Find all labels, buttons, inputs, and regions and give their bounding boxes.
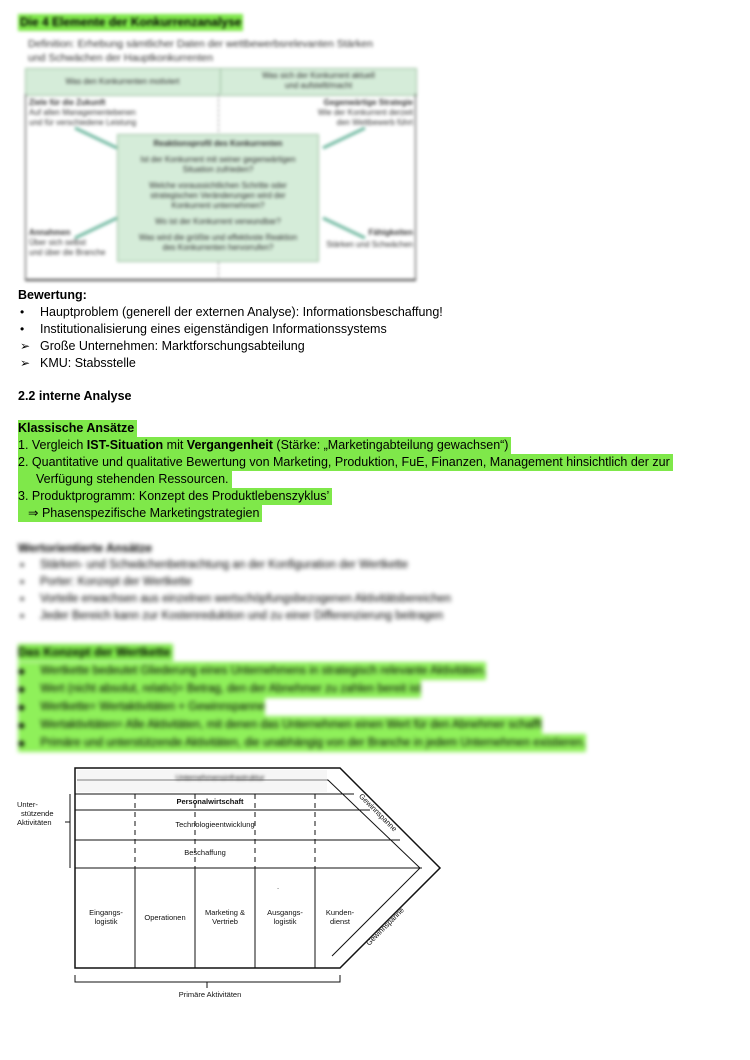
klassisch-line-1 [18, 437, 511, 454]
right-top-1: Wie der Konkurrent derzeit [317, 108, 413, 117]
konzept-text: Wertaktivitäten= Alle Aktivitäten, mit denen das Unternehmen einen Wert für den Abnehmer schafft [40, 719, 542, 731]
konzept-text: Wert (nicht absolut, relativ)= Betrag, den der Abnehmer zu zahlen bereit ist [40, 683, 421, 695]
intro-line-1: Definition: Erhebung sämtlicher Daten der wettbewerbsrelevanten Stärken [28, 38, 373, 50]
beschaffung-label: Beschaffung [184, 848, 226, 857]
klassisch-l1-mid: mit [163, 438, 187, 452]
center-q2b: strategischen Veränderungen wird der [150, 191, 286, 200]
value-chain-diagram [15, 760, 455, 1010]
primary-activities-label: Primäre Aktivitäten [178, 990, 242, 999]
support-label-1: Unter- [17, 800, 38, 809]
right-bottom-1: Stärken und Schwächen [326, 240, 413, 249]
bullet-dot-icon: • [20, 558, 25, 572]
header-right-text-1: Was sich der Konkurrent aktuell [262, 71, 375, 80]
primary-marketing: Marketing & Vertrieb [204, 908, 246, 926]
arrow-bullet-icon: ➢ [20, 356, 31, 370]
personalwirtschaft-label: Personalwirtschaft [176, 797, 244, 806]
bewertung-text: Institutionalisierung eines eigenständigen Informationssystems [40, 322, 387, 336]
infrastructure-label: Unternehmensinfrastruktur [175, 773, 265, 782]
wert-text: Stärken- und Schwächenbetrachtung an der Konfiguration der Wertkette [40, 559, 409, 571]
left-bottom-title: Annahmen [29, 228, 71, 237]
bullet-dot-icon: • [20, 322, 25, 336]
wert-text: Porter: Konzept der Wertkette [40, 576, 192, 588]
konzept-section [0, 640, 750, 750]
wert-text: Vorteile erwachsen aus einzelnen wertschöpfungsbezogenen Aktivitätsbereichen [40, 593, 452, 605]
left-bottom-2: und über die Branche [29, 248, 106, 257]
klassisch-l1-ist: IST-Situation [86, 438, 164, 452]
klassisch-line-3: 3. Produktprogramm: Konzept des Produktlebenszyklus’ [18, 488, 332, 505]
bewertung-title: Bewertung: [18, 288, 87, 302]
center-q3: Wo ist der Konkurrent verwundbar? [155, 217, 281, 226]
wert-section [0, 535, 750, 630]
primary-eingangslogistik: Eingangs- logistik [89, 908, 123, 926]
left-top-1: Auf allen Managementebenen [29, 108, 136, 117]
bullet-dot-icon: • [20, 609, 25, 623]
right-top-title: Gegenwärtige Strategie [323, 98, 413, 107]
center-q1a: Ist der Konkurrent mit seiner gegenwärtigen [140, 155, 296, 164]
konzept-text: Primäre und unterstützende Aktivitäten, die unabhängig von der Branche in jedem Unternehmen existieren. [40, 737, 586, 749]
bullet-dot-icon: • [20, 305, 25, 319]
center-title: Reaktionsprofil des Konkurrenten [153, 139, 283, 148]
margin-label-top: Gewinnspanne [357, 791, 399, 834]
klassisch-line-4: ⇒ Phasenspezifische Marketingstrategien [18, 505, 262, 522]
header-right-text-2: und aufstellt/macht [284, 81, 353, 90]
diamond-bullet-icon: ◆ [18, 738, 25, 748]
diamond-bullet-icon: ◆ [18, 720, 25, 730]
technologie-label: Technologieentwicklung [175, 820, 255, 829]
konzept-text: Wertkette bedeutet Gliederung eines Unternehmens in strategisch relevante Aktivitäten. [40, 665, 487, 677]
intro-line-2: und Schwächen der Hauptkonkurrenten [28, 52, 214, 64]
wert-text: Jeder Bereich kann zur Kostenreduktion und zu einer Differenzierung beitragen [40, 610, 444, 622]
klassisch-l1-pre: 1. Vergleich [18, 438, 87, 452]
margin-label-bottom: Gewinnspanne [364, 905, 406, 948]
klassisch-l1-post: (Stärke: „Marketingabteilung gewachsen“) [272, 438, 509, 452]
support-label-2: stützende [21, 809, 54, 818]
diamond-bullet-icon: ◆ [18, 666, 25, 676]
center-q2a: Welche voraussichtlichen Schritte oder [149, 181, 287, 190]
header-left-text: Was den Konkurrenten motiviert [65, 77, 180, 86]
competitor-diagram [25, 68, 417, 280]
klassisch-line-2a: 2. Quantitative und qualitative Bewertung von Marketing, Produktion, FuE, Finanzen, Management hinsichtlich der zur [18, 454, 673, 471]
primary-operationen: Operationen [144, 913, 186, 922]
right-top-2: den Wettbewerb führt [336, 118, 413, 127]
wert-title: Wertorientierte Ansätze [18, 541, 153, 555]
bewertung-text: Hauptproblem (generell der externen Analyse): Informationsbeschaffung! [40, 305, 443, 319]
section-2-2-title: 2.2 interne Analyse [18, 389, 132, 403]
support-label-3: Aktivitäten [17, 818, 52, 827]
right-bottom-title: Fähigkeiten [368, 228, 413, 237]
bullet-dot-icon: • [20, 592, 25, 606]
heading-konkurrenzanalyse: Die 4 Elemente der Konkurrenzanalyse [20, 15, 242, 29]
bewertung-text: KMU: Stabsstelle [40, 356, 136, 370]
diamond-bullet-icon: ◆ [18, 702, 25, 712]
konzept-item [18, 662, 486, 680]
primary-kundendienst: Kunden- dienst [325, 908, 355, 926]
primary-ausgangslogistik: Ausgangs- logistik [267, 908, 303, 926]
top-section [0, 0, 750, 285]
left-bottom-1: Über sich selbst [29, 238, 86, 247]
center-q2c: Konkurrent unternehmen? [171, 201, 265, 210]
konzept-text: Wertkette= Wertaktivitäten + Gewinnspanne [40, 701, 265, 713]
konzept-item [18, 716, 542, 734]
center-q1b: Situation zufrieden? [182, 165, 254, 174]
left-top-2: und für verschiedene Leistung [29, 118, 137, 127]
konzept-item [18, 680, 421, 698]
klassisch-line-2b: Verfügung stehenden Ressourcen. [18, 471, 232, 488]
bewertung-text: Große Unternehmen: Marktforschungsabteilung [40, 339, 305, 353]
center-q4b: des Konkurrenten hervorrufen? [162, 243, 274, 252]
arrow-bullet-icon: ➢ [20, 339, 31, 353]
konzept-title: Das Konzept der Wertkette [18, 644, 173, 661]
klassisch-title: Klassische Ansätze [18, 420, 137, 437]
reaction-profile-box [117, 134, 319, 262]
left-top-title: Ziele für die Zukunft [29, 98, 106, 107]
klassisch-l1-vergangenheit: Vergangenheit [186, 438, 273, 452]
center-q4a: Was wird die größte und effektivste Reaktion [138, 233, 298, 242]
konzept-item [18, 698, 265, 716]
dot-mark: . [276, 882, 280, 891]
bullet-dot-icon: • [20, 575, 25, 589]
konzept-item [18, 734, 586, 752]
diamond-bullet-icon: ◆ [18, 684, 25, 694]
